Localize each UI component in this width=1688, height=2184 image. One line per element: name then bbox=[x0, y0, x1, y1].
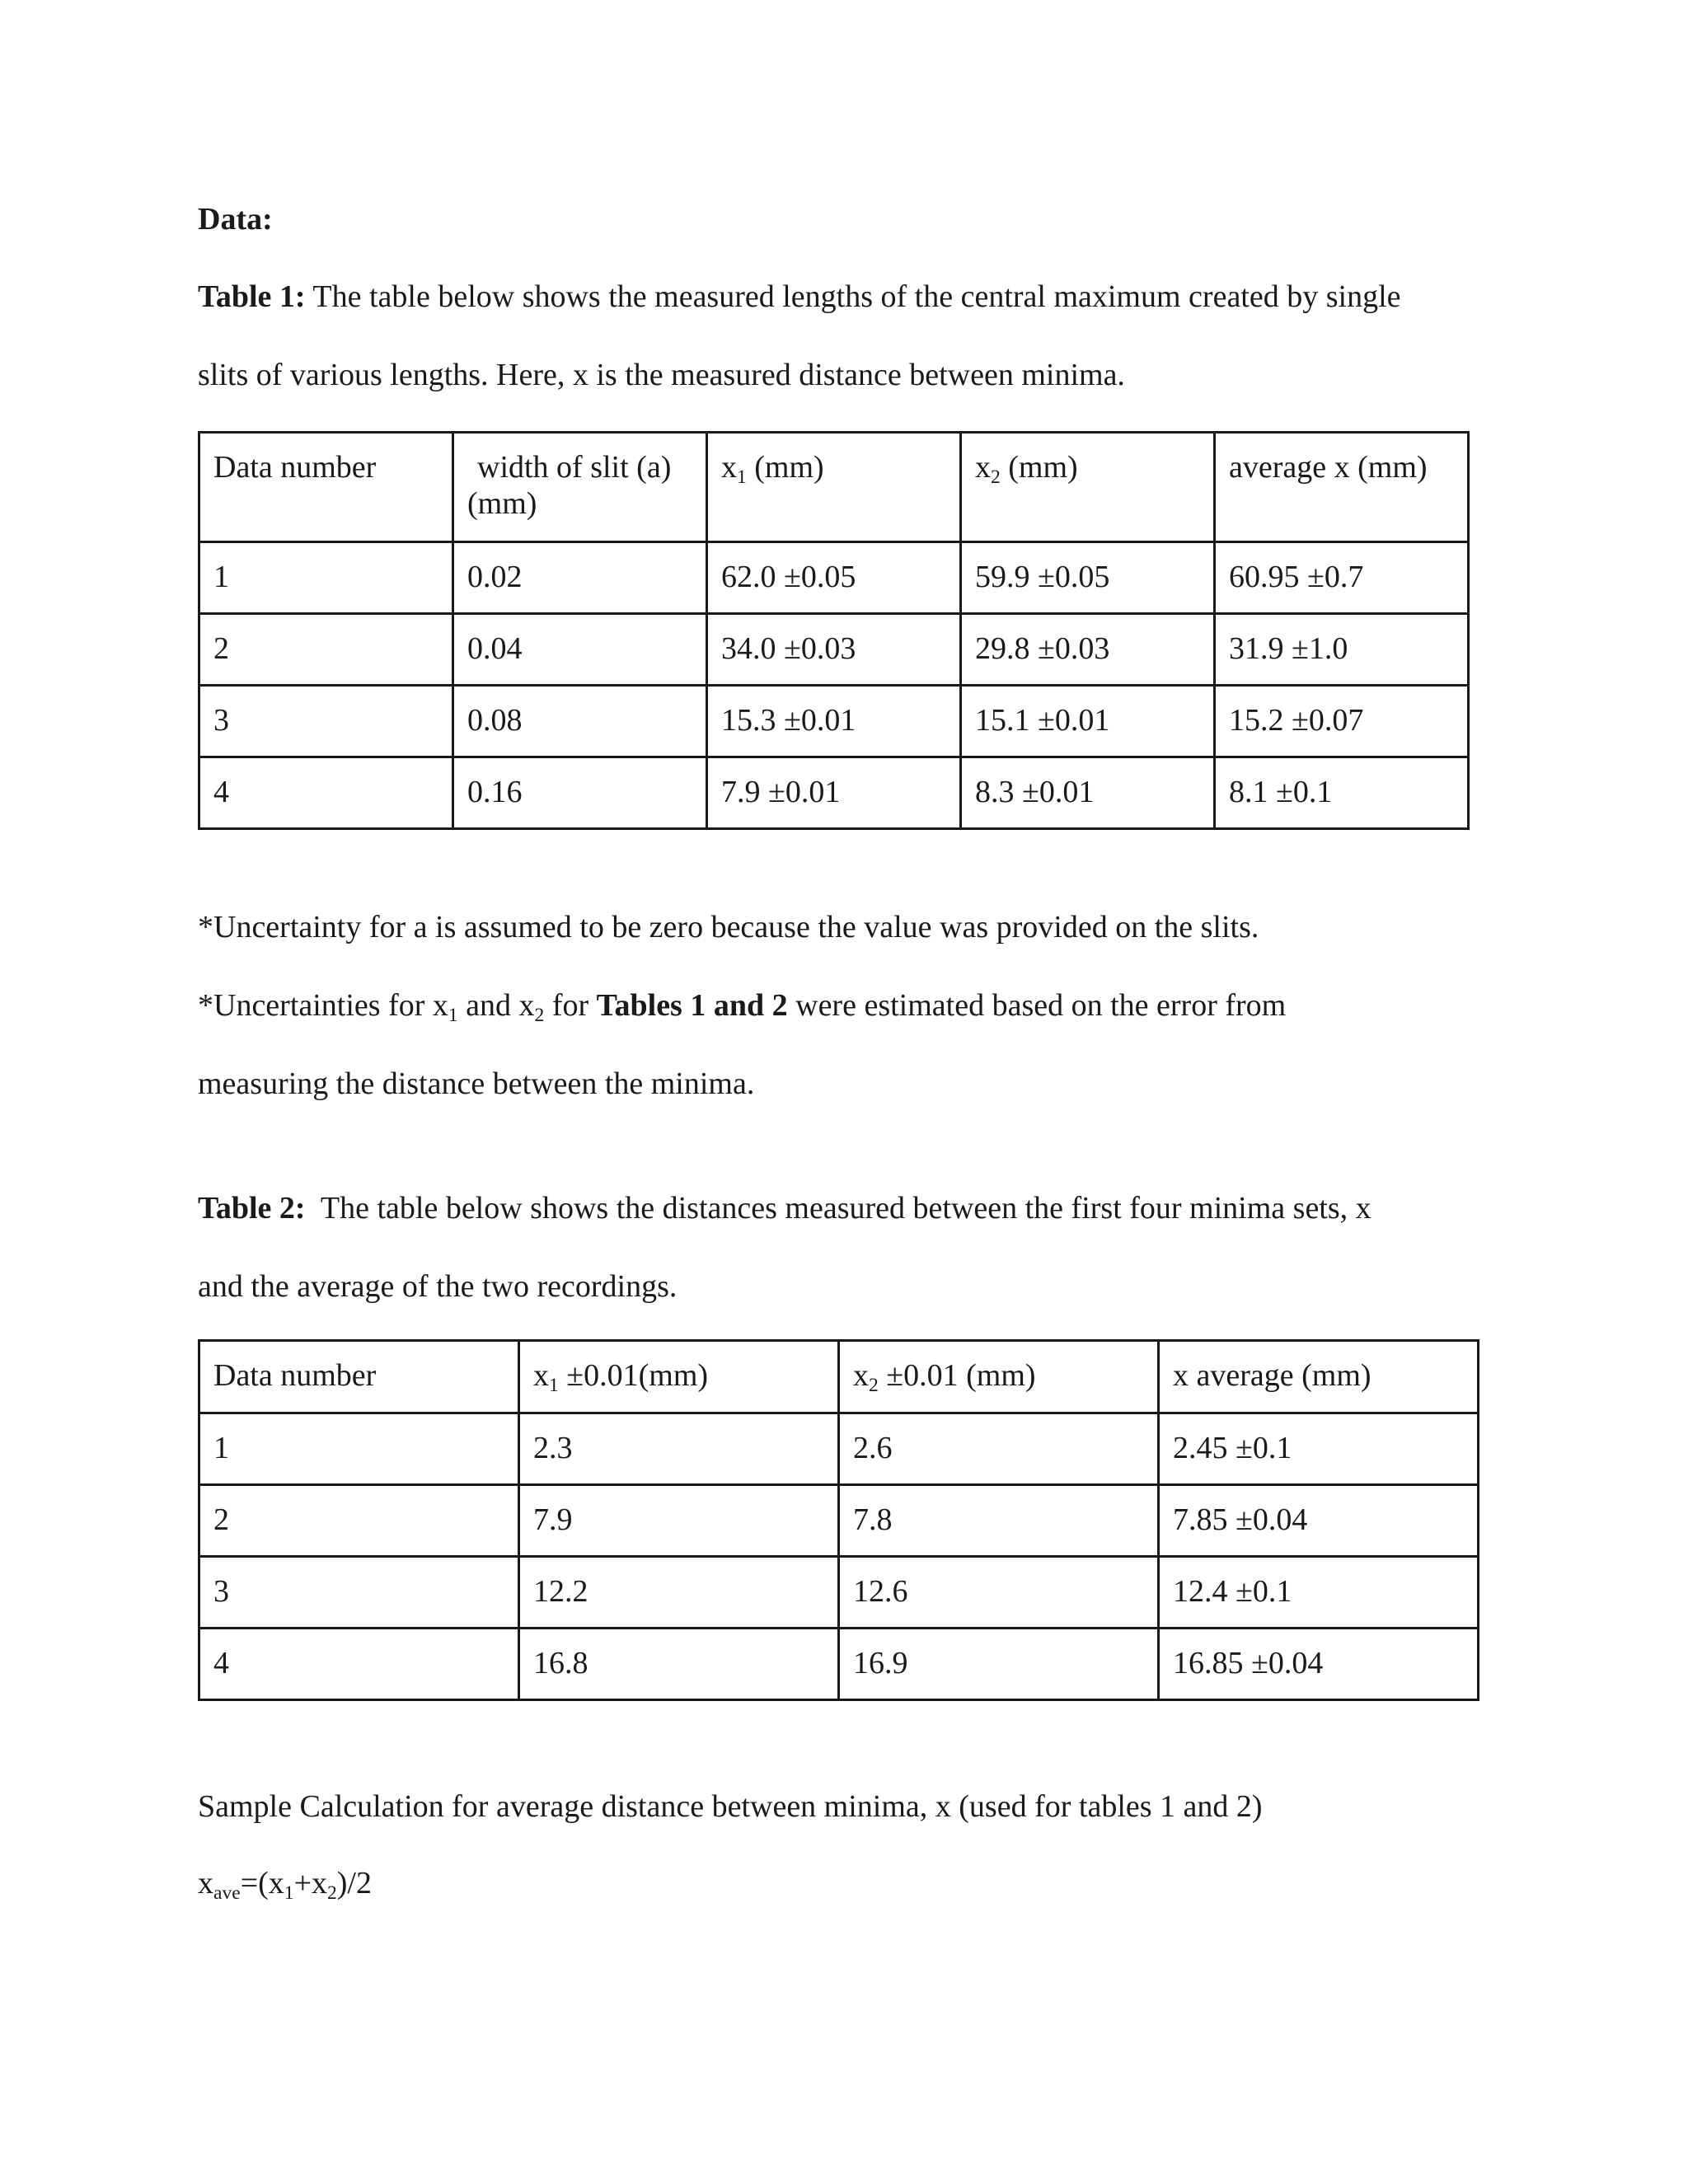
sample-calculation-formula: $x_{ave}=(x_1+x_2)/2$ bbox=[198, 1866, 372, 1904]
table2-header-average: x average (mm) bbox=[1159, 1341, 1479, 1413]
table-2 bbox=[198, 1339, 1479, 1701]
table2-cell: 4 bbox=[199, 1629, 519, 1700]
table2-caption-line1: Table 2: The table below shows the distances measured between the first four minima sets, x bbox=[198, 1191, 1372, 1226]
table2-cell: 2.6 bbox=[839, 1413, 1159, 1485]
table2-cell: 12.2 bbox=[519, 1557, 839, 1629]
table1-caption-label: Table 1: bbox=[198, 279, 306, 314]
table1-cell: 29.8 ±0.03 bbox=[961, 614, 1215, 686]
table1-cell: 0.08 bbox=[453, 686, 707, 757]
table2-header-x2: $x_2 \pm 0.01$ (mm) bbox=[839, 1341, 1159, 1413]
table-row bbox=[199, 1629, 1479, 1700]
table2-cell: 7.9 bbox=[519, 1485, 839, 1557]
table1-caption-line1: Table 1: The table below shows the measured lengths of the central maximum created by single bbox=[198, 279, 1401, 314]
table1-cell: 7.9 ±0.01 bbox=[707, 757, 961, 829]
table1-cell: 0.04 bbox=[453, 614, 707, 686]
table1-cell: 15.1 ±0.01 bbox=[961, 686, 1215, 757]
table2-cell: 7.8 bbox=[839, 1485, 1159, 1557]
table-1 bbox=[198, 431, 1470, 830]
table2-cell: 7.85 ±0.04 bbox=[1159, 1485, 1479, 1557]
table1-cell: 59.9 ±0.05 bbox=[961, 542, 1215, 614]
table1-header-row bbox=[199, 433, 1469, 542]
table1-cell: 8.1 ±0.1 bbox=[1215, 757, 1469, 829]
table2-cell: 1 bbox=[199, 1413, 519, 1485]
table1-caption-line2: slits of various lengths. Here, x is the measured distance between minima. bbox=[198, 358, 1125, 392]
table1-header-x1: $x_1$ (mm) bbox=[707, 433, 961, 542]
table1-cell: 62.0 ±0.05 bbox=[707, 542, 961, 614]
table-row bbox=[199, 757, 1469, 829]
table2-cell: 16.8 bbox=[519, 1629, 839, 1700]
table1-cell: 15.2 ±0.07 bbox=[1215, 686, 1469, 757]
sample-calculation-title: Sample Calculation for average distance between minima, x (used for tables 1 and 2) bbox=[198, 1789, 1263, 1824]
table2-header-x1: $x_1 \pm 0.01(mm)$ bbox=[519, 1341, 839, 1413]
table-row bbox=[199, 686, 1469, 757]
table-row bbox=[199, 1557, 1479, 1629]
table1-cell: 31.9 ±1.0 bbox=[1215, 614, 1469, 686]
table1-header-average: average x (mm) bbox=[1215, 433, 1469, 542]
note-uncertainty-a: *Uncertainty for a is assumed to be zero because the value was provided on the slits. bbox=[198, 910, 1259, 944]
table2-header-row bbox=[199, 1341, 1479, 1413]
table1-cell: 0.16 bbox=[453, 757, 707, 829]
table1-cell: 3 bbox=[199, 686, 453, 757]
table1-cell: 4 bbox=[199, 757, 453, 829]
table1-header-width: width of slit (a) (mm) bbox=[453, 433, 707, 542]
table2-header-data-number: Data number bbox=[199, 1341, 519, 1413]
table1-cell: 60.95 ±0.7 bbox=[1215, 542, 1469, 614]
table-row bbox=[199, 614, 1469, 686]
table1-cell: 1 bbox=[199, 542, 453, 614]
note-uncertainty-x-cont: measuring the distance between the minima. bbox=[198, 1066, 755, 1101]
table2-cell: 2.45 ±0.1 bbox=[1159, 1413, 1479, 1485]
table2-cell: 16.85 ±0.04 bbox=[1159, 1629, 1479, 1700]
data-heading: Data: bbox=[198, 202, 273, 237]
table1-cell: 15.3 ±0.01 bbox=[707, 686, 961, 757]
table2-cell: 2 bbox=[199, 1485, 519, 1557]
table2-cell: 12.4 ±0.1 bbox=[1159, 1557, 1479, 1629]
table2-cell: 2.3 bbox=[519, 1413, 839, 1485]
table1-header-x2: $x_2$ (mm) bbox=[961, 433, 1215, 542]
table1-cell: 34.0 ±0.03 bbox=[707, 614, 961, 686]
table2-caption-label: Table 2: bbox=[198, 1191, 306, 1226]
table-row bbox=[199, 542, 1469, 614]
table-row bbox=[199, 1413, 1479, 1485]
table1-cell: 0.02 bbox=[453, 542, 707, 614]
table2-caption-line2: and the average of the two recordings. bbox=[198, 1269, 678, 1304]
table2-cell: 3 bbox=[199, 1557, 519, 1629]
table1-cell: 2 bbox=[199, 614, 453, 686]
table1-header-data-number: Data number bbox=[199, 433, 453, 542]
note-uncertainty-x: *Uncertainties for $x_1$ and $x_2$ for Tables 1 and 2 were estimated based on the error from bbox=[198, 988, 1287, 1026]
table2-cell: 16.9 bbox=[839, 1629, 1159, 1700]
table2-cell: 12.6 bbox=[839, 1557, 1159, 1629]
table-row bbox=[199, 1485, 1479, 1557]
table1-cell: 8.3 ±0.01 bbox=[961, 757, 1215, 829]
